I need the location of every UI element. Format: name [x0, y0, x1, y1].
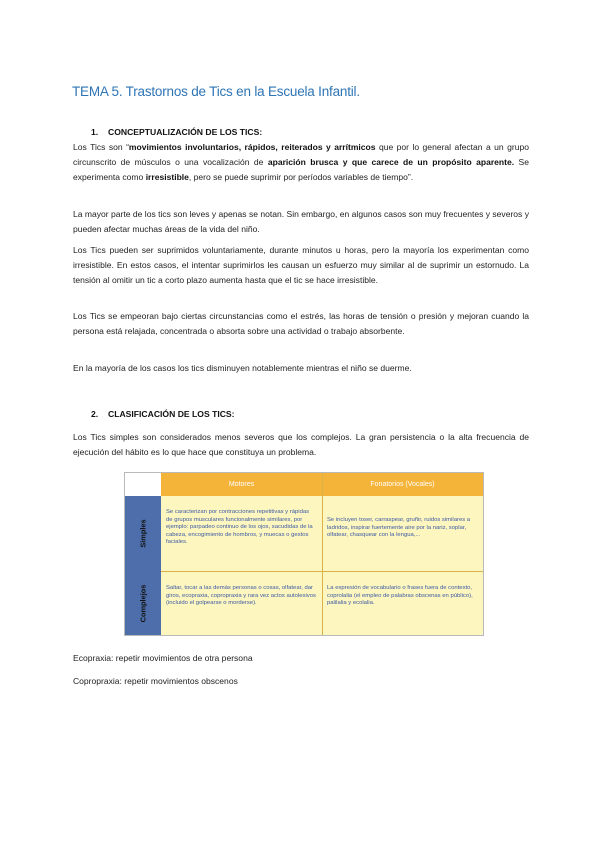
section-1-heading: [91, 127, 262, 137]
text: Los Tics son “: [73, 142, 129, 152]
bold-text: irresistible: [145, 172, 189, 183]
section-2-number: 2.: [91, 409, 99, 419]
text: Se experimenta como: [73, 157, 529, 183]
table-divider-vertical: [322, 473, 323, 635]
text: , pero se puede suprimir por períodos variables de tiempo”.: [188, 172, 414, 183]
section-1-title: CONCEPTUALIZACIÓN DE LOS TICS:: [108, 127, 263, 137]
header-motores: Motores: [161, 473, 322, 496]
row-complejos-text: Complejos: [138, 584, 148, 622]
row-label-complejos: [125, 571, 161, 635]
header-fonatorios: Fonatorios (Vocales): [322, 473, 483, 496]
paragraph-worsening: Los Tics se empeoran bajo ciertas circunstancias como el estrés, las horas de tensión o presión y mejoran cuando la persona está relajada, concentrada o absorta sobre una actividad o trabajo absorbente.: [73, 311, 529, 337]
table-corner: [125, 473, 161, 496]
cell-simples-fonatorios: Se incluyen toser, carraspear, gruñir, ruidos similares a ladridos, inspirar fuertemente aire por la nariz, soplar, olfatear, chasquear con la lengua,...: [322, 496, 483, 571]
paragraph-suppression: Los Tics pueden ser suprimidos voluntariamente, durante minutos u horas, pero la mayoría los experimentan como irresistible. En estos casos, el intentar suprimirlos les causan un esfuerzo muy similar al de suprimir un estornudo. La tensión al omitir un tic a corto plazo aumenta hasta que el tic se hace irresistible.: [73, 245, 529, 286]
section-2-title: CLASIFICACIÓN DE LOS TICS:: [108, 409, 235, 419]
paragraph-definition: [73, 140, 529, 186]
text: que por lo general afectan a un grupo circunscrito de músculos o una vocalización de: [73, 142, 529, 168]
cell-complejos-fonatorios: La expresión de vocabulario o frases fuera de contexto, coprolalia (el empleo de palabras obscenas en público), palilalia y ecolalia.: [322, 571, 483, 635]
bold-text: movimientos involuntarios, rápidos, reiterados y arrítmicos: [128, 142, 376, 152]
paragraph-sleep: En la mayoría de los casos los tics disminuyen notablemente mientras el niño se duerme.: [73, 363, 412, 373]
paragraph-severity: La mayor parte de los tics son leves y apenas se notan. Sin embargo, en algunos casos son muy frecuentes y severos y pueden afectar muchas áreas de la vida del niño.: [73, 209, 529, 235]
tics-classification-table: [124, 472, 484, 636]
paragraph-classification: Los Tics simples son considerados menos severos que los complejos. La gran persistencia o la alta frecuencia de ejecución del hábito es lo que hace que constituya un problema.: [73, 432, 529, 458]
table-divider-horizontal: [161, 571, 483, 572]
cell-simples-motores: Se caracterizan por contracciones repetitivas y rápidas de grupos musculares funcionalmente similares, por ejemplo: parpadeo continuo de los ojos, sacudidas de la cabeza, encogimiento de hombros, y muecas o gestos faciales.: [161, 496, 322, 571]
row-simples-text: Simples: [138, 519, 148, 548]
section-1-number: 1.: [91, 127, 99, 137]
row-label-simples: [125, 496, 161, 571]
cell-complejos-motores: Saltar, tocar a las demás personas o cosas, olfatear, dar giros, ecopraxia, copropraxia y rara vez actos autolesivos (incluido el golpearse o morderse).: [161, 571, 322, 635]
bold-text: aparición brusca y que carece de un propósito aparente.: [267, 157, 515, 168]
section-2-heading: [91, 409, 235, 419]
note-copropraxia: Copropraxia: repetir movimientos obscenos: [73, 676, 238, 686]
page-title: TEMA 5. Trastornos de Tics en la Escuela Infantil.: [72, 84, 360, 99]
note-ecopraxia: Ecopraxia: repetir movimientos de otra persona: [73, 653, 253, 663]
